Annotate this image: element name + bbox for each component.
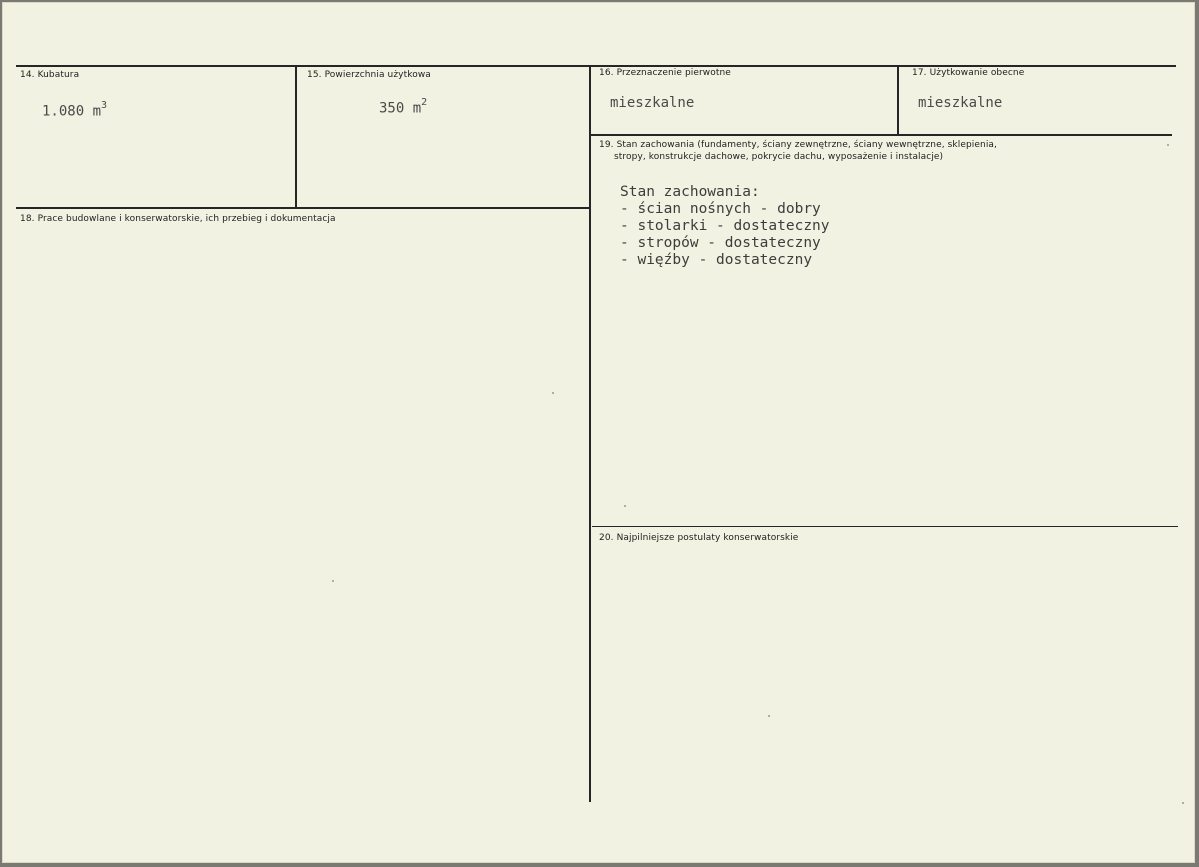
field-15-label: 15. Powierzchnia użytkowa	[307, 70, 431, 80]
condition-line-ceilings: - stropów - dostateczny	[620, 235, 821, 251]
condition-line-walls: - ścian nośnych - dobry	[620, 201, 821, 217]
field-15-number: 350 m	[379, 100, 422, 117]
record-card	[2, 2, 1195, 863]
row1-bottom-rule-left	[16, 207, 590, 209]
section19-bottom-rule	[592, 526, 1178, 527]
divider-16-17	[897, 66, 899, 134]
center-divider	[589, 66, 591, 802]
field-19-label-line2: stropy, konstrukcje dachowe, pokrycie dachu, wyposażenie i instalacje)	[614, 152, 944, 162]
field-19-typed-text	[620, 184, 830, 269]
field-15-value	[379, 99, 427, 117]
field-14-value	[42, 102, 107, 120]
field-18-label: 18. Prace budowlane i konserwatorskie, ich przebieg i dokumentacja	[20, 214, 336, 224]
field-19-label-line1: 19. Stan zachowania (fundamenty, ściany zewnętrzne, ściany wewnętrzne, sklepienia,	[599, 140, 998, 150]
paper-speck	[768, 715, 770, 717]
field-14-number: 1.080 m	[42, 103, 102, 120]
field-16-label: 16. Przeznaczenie pierwotne	[599, 68, 731, 78]
condition-line-heading: Stan zachowania:	[620, 184, 760, 200]
field-20-label: 20. Najpilniejsze postulaty konserwatorskie	[599, 533, 799, 543]
condition-line-joinery: - stolarki - dostateczny	[620, 218, 830, 234]
row1-bottom-rule-right	[590, 134, 1172, 136]
field-17-label: 17. Użytkowanie obecne	[912, 68, 1025, 78]
paper-speck	[1167, 144, 1169, 146]
paper-speck	[552, 392, 554, 394]
field-14-label: 14. Kubatura	[20, 70, 80, 80]
field-16-value: mieszkalne	[610, 95, 695, 111]
paper-speck	[332, 580, 334, 582]
divider-14-15	[295, 66, 297, 208]
field-14-exponent: 3	[101, 100, 108, 111]
condition-line-truss: - więźby - dostateczny	[620, 252, 813, 268]
field-17-value: mieszkalne	[918, 95, 1003, 111]
field-15-exponent: 2	[421, 97, 428, 108]
paper-speck	[1182, 802, 1184, 804]
paper-speck	[624, 505, 626, 507]
